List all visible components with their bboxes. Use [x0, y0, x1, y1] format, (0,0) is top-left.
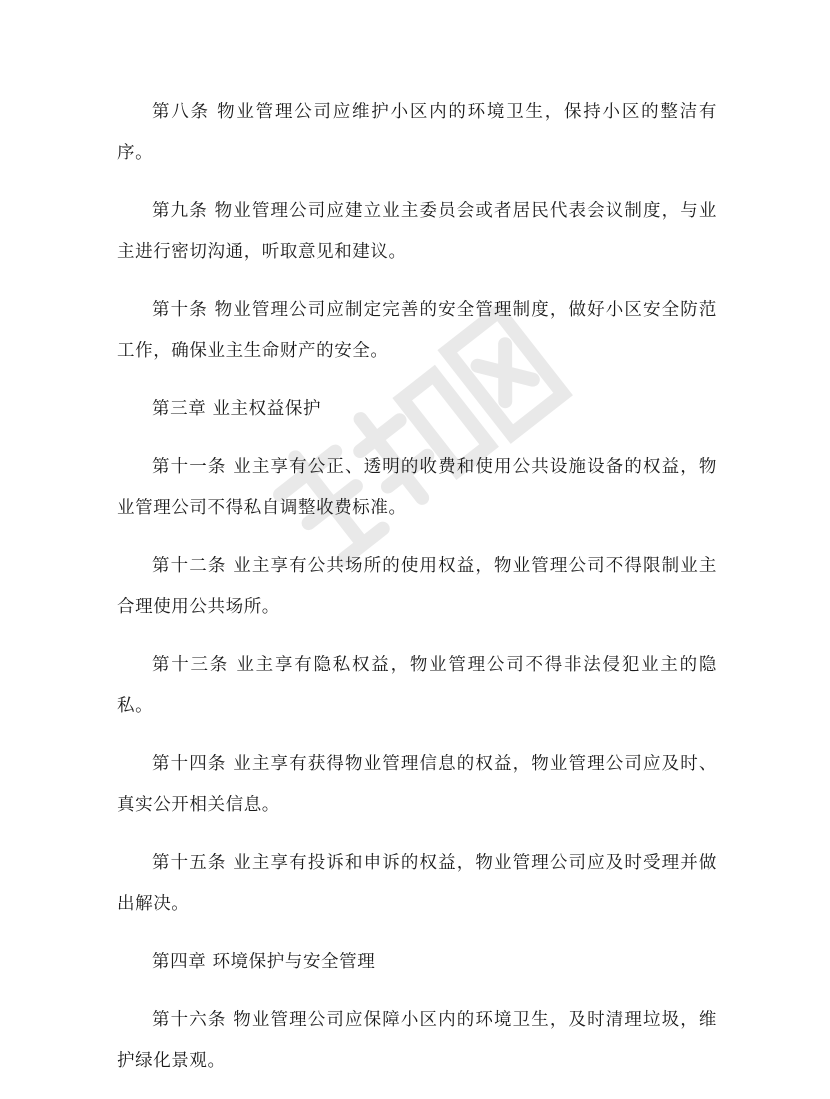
article-12: 第十二条 业主享有公共场所的使用权益，物业管理公司不得限制业主合理使用公共场所。 [117, 556, 717, 617]
article-15: 第十五条 业主享有投诉和申诉的权益，物业管理公司应及时受理并做出解决。 [117, 853, 717, 914]
article-10: 第十条 物业管理公司应制定完善的安全管理制度，做好小区安全防范工作，确保业主生命财产的安全。 [117, 300, 717, 361]
document-body [117, 92, 717, 1099]
chapter-3-heading: 第三章 业主权益保护 [152, 399, 322, 419]
article-16: 第十六条 物业管理公司应保障小区内的环境卫生，及时清理垃圾，维护绿化景观。 [117, 1010, 717, 1071]
article-9: 第九条 物业管理公司应建立业主委员会或者居民代表会议制度，与业主进行密切沟通，听取意见和建议。 [117, 201, 717, 262]
article-8: 第八条 物业管理公司应维护小区内的环境卫生，保持小区的整洁有序。 [117, 102, 717, 163]
article-11: 第十一条 业主享有公正、透明的收费和使用公共设施设备的权益，物业管理公司不得私自调整收费标准。 [117, 457, 717, 518]
article-14: 第十四条 业主享有获得物业管理信息的权益，物业管理公司应及时、真实公开相关信息。 [117, 754, 717, 815]
chapter-4-heading: 第四章 环境保护与安全管理 [152, 952, 376, 972]
article-13: 第十三条 业主享有隐私权益，物业管理公司不得非法侵犯业主的隐私。 [117, 655, 717, 716]
